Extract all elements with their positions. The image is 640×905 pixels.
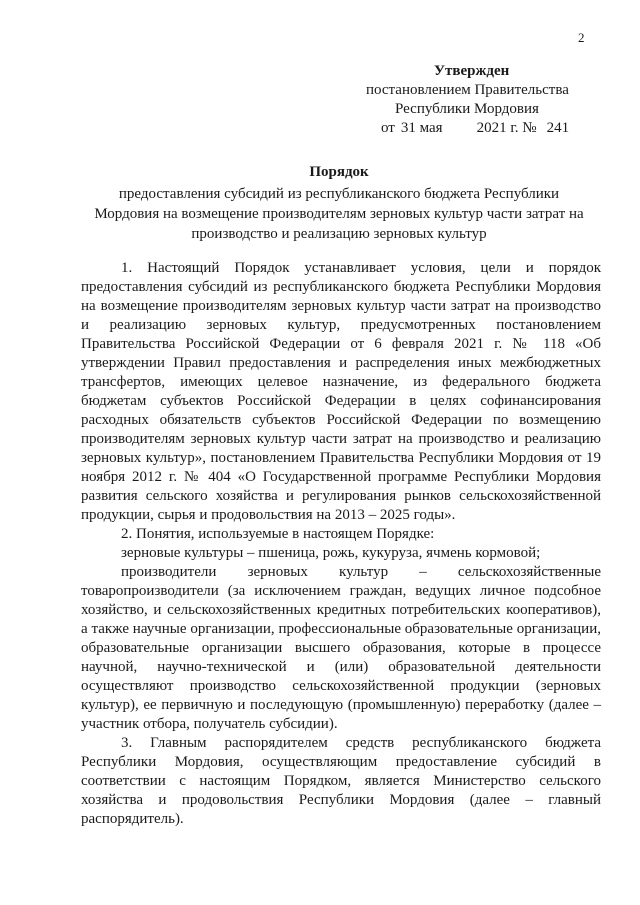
document-title: Порядок (309, 164, 369, 180)
document-title-block (60, 162, 618, 244)
paragraph-3: зерновые культуры – пшеница, рожь, кукуруза, ячмень кормовой; (121, 545, 541, 561)
page-number: 2 (578, 30, 585, 45)
approval-year: 2021 г. (476, 120, 519, 136)
paragraph-4: производители зерновых культур – сельскохозяйственные товаропроизводители (за исключением граждан, ведущих личное подсобное хозяйство, и сельскохозяйственных кредитных потребительских кооперативов), а также научные организации, профессиональные образовательные организации, образовательные организации высшего образования, которые в процессе научной, научно-технической и (или) образовательной деятельности осуществляют производство сельскохозяйственной продукции (зерновых культур), ее первичную и последующую (промышленную) переработку (далее – участник отбора, получатель субсидии). (81, 564, 601, 732)
document-subtitle-line-2: Мордовия на возмещение производителям зерновых культур части затрат на (94, 206, 584, 222)
document-body (81, 259, 601, 829)
approval-number-sign: № (522, 120, 537, 136)
approval-from-word: от (381, 120, 395, 136)
approval-heading: Утвержден (434, 63, 510, 79)
approval-month: мая (419, 120, 443, 136)
document-subtitle-line-1: предоставления субсидий из республиканского бюджета Республики (118, 186, 560, 202)
paragraph-5: 3. Главным распорядителем средств республиканского бюджета Республики Мордовия, осуществляющим предоставление субсидий в соответствии с настоящим Порядком, является Министерство сельского хозяйства и продовольствия Республики Мордовия (далее – главный распорядитель). (81, 735, 601, 827)
paragraph-2: 2. Понятия, используемые в настоящем Порядке: (121, 526, 435, 542)
approval-day: 31 (400, 120, 416, 136)
approval-stamp (362, 62, 612, 138)
document-subtitle-line-3: производство и реализацию зерновых культур (191, 226, 487, 242)
approval-government-line: Республики Мордовия (395, 101, 539, 117)
paragraph-1: 1. Настоящий Порядок устанавливает условия, цели и порядок предоставления субсидий из республиканского бюджета Республики Мордовия на возмещение производителям зерновых культур части затрат на производство и реализацию зерновых культур, предусмотренных постановлением Правительства Российской Федерации от 6 февраля 2021 г. № 118 «Об утверждении Правил предоставления и распределения иных межбюджетных трансфертов, имеющих целевое назначение, из федерального бюджета бюджетам субъектов Российской Федерации в целях софинансирования расходных обязательств субъектов Российской Федерации по возмещению производителям зерновых культур части затрат на производство и реализацию зерновых культур», постановлением Правительства Республики Мордовия от 19 ноября 2012 г. № 404 «О Государственной программе Республики Мордовия развития сельского хозяйства и регулирования рынков сельскохозяйственной продукции, сырья и продовольствия на 2013 – 2025 годы». (81, 260, 601, 523)
approval-number: 241 (546, 120, 570, 136)
approval-resolution-line: постановлением Правительства (366, 82, 569, 98)
approval-date-line (362, 119, 612, 138)
